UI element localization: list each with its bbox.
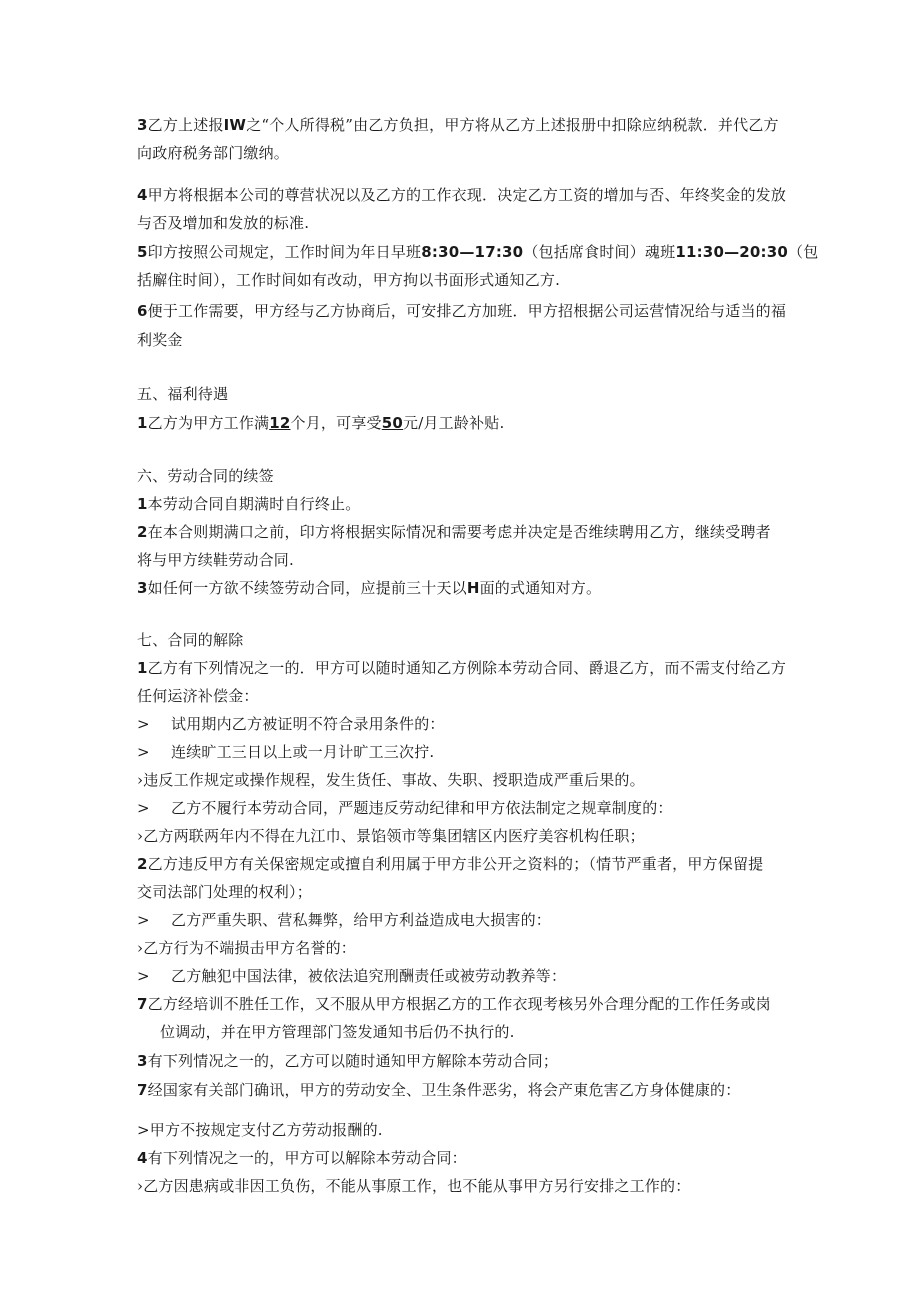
para-s6-2-line1: 2在本合则期满口之前，印方将根据实际情况和需要考虑并决定是否维续聘用乙方，继续受聘者 bbox=[137, 523, 771, 541]
bullet-item: ›乙方行为不端损击甲方名誉的： bbox=[137, 939, 357, 957]
para-s4-3-line1: 3乙方上述报IW之“个人所得税”由乙方负担，甲方将从乙方上述报册中扣除应纳税款．并代乙方 bbox=[137, 116, 779, 134]
bullet-item: ›乙方因患病或非因工负伤，不能从事原工作，也不能从事甲方另行安排之工作的： bbox=[137, 1177, 691, 1195]
heading-termination: 七、合同的解除 bbox=[137, 631, 244, 649]
bullet-item: > 乙方触犯中国法律，被依法追究刑酬责任或被劳动教养等： bbox=[137, 967, 567, 985]
bullet-item: ›乙方两联两年内不得在九江巾、景馅领市等集团辖区内医疗美容机构任职； bbox=[137, 827, 645, 845]
para-s6-1: 1本劳动合同自期满时自行终止。 bbox=[137, 495, 361, 513]
bullet-arrow-icon: › bbox=[137, 939, 144, 957]
bullet-arrow-icon: > bbox=[137, 967, 150, 985]
para-s4-3-line2: 向政府税务部门缴纳。 bbox=[137, 144, 290, 162]
para-s7-3: 3有下列情况之一的，乙方可以随时通知甲方解除本劳动合同； bbox=[137, 1052, 559, 1070]
para-s5-1: 1乙方为甲方工作满12个月，可享受50元/月工龄补贴. bbox=[137, 414, 505, 432]
bullet-arrow-icon: > bbox=[137, 715, 150, 733]
bullet-item: > 试用期内乙方被证明不符合录用条件的： bbox=[137, 715, 445, 733]
para-s7-4: 4有下列情况之一的，甲方可以解除本劳动合同： bbox=[137, 1149, 467, 1167]
bullet-item: > 连续旷工三日以上或一月计旷工三次拧. bbox=[137, 743, 435, 761]
bullet-arrow-icon: > bbox=[137, 743, 150, 761]
para-s4-4-line2: 与否及增加和发放的标准. bbox=[137, 214, 310, 232]
bullet-arrow-icon: > bbox=[137, 1121, 150, 1139]
para-s7-7-line2: 位调动，并在甲方管理部门签发通知书后仍不执行的. bbox=[160, 1023, 515, 1041]
para-s7-2-line1: 2乙方违反甲方有关保密规定或擅自利用属于甲方非公开之资料的；（情节严重者，甲方保留提 bbox=[137, 855, 764, 873]
para-s7-7b: 7经国家有关部门确讯，甲方的劳动安全、卫生条件恶劣，将会产東危害乙方身体健康的： bbox=[137, 1081, 741, 1099]
bullet-item: ›违反工作规定或操作规程，发生货任、事故、失职、授职造成严重后果的。 bbox=[137, 771, 645, 789]
bullet-arrow-icon: > bbox=[137, 799, 150, 817]
para-s7-1-line1: 1乙方有下列情况之一的．甲方可以随时通知乙方例除本劳动合同、爵退乙方，而不需支付给乙方 bbox=[137, 659, 787, 677]
bullet-arrow-icon: › bbox=[137, 827, 144, 845]
para-s4-6-line2: 利奖金 bbox=[137, 331, 183, 349]
para-s4-5-line2: 括廨住时间），工作时间如有改动，甲方拘以书面形式通知乙方. bbox=[137, 271, 561, 289]
bullet-item: >甲方不按规定支付乙方劳动报酬的. bbox=[137, 1121, 383, 1139]
para-s7-2-line2: 交司法部门处理的权利）； bbox=[137, 883, 312, 901]
bullet-item: > 乙方不履行本劳动合同，严题违反劳动纪律和甲方依法制定之规章制度的： bbox=[137, 799, 673, 817]
heading-welfare: 五、福利待遇 bbox=[137, 385, 229, 403]
heading-renewal: 六、劳动合同的续签 bbox=[137, 467, 274, 485]
para-s6-3: 3如任何一方欲不续签劳动合同，应提前三十天以H面的式通知对方。 bbox=[137, 579, 602, 597]
bullet-arrow-icon: › bbox=[137, 1177, 144, 1195]
para-s6-2-line2: 将与甲方续鞋劳动合同. bbox=[137, 551, 294, 569]
bullet-item: > 乙方严重失职、营私舞弊，给甲方利益造成电大损害的： bbox=[137, 911, 552, 929]
para-s4-5-line1: 5印方按照公司规定，工作时间为年日早班8:30—17:30（包括席食时间）魂班11:30—20:30（包 bbox=[137, 243, 819, 261]
para-s4-6-line1: 6便于工作需要，甲方经与乙方协商后，可安排乙方加班．甲方招根据公司运营情况给与适当的福 bbox=[137, 302, 787, 320]
bullet-arrow-icon: > bbox=[137, 911, 150, 929]
para-s4-4-line1: 4甲方将根据本公司的尊营状况以及乙方的工作衣现．决定乙方工资的增加与否、年终奖金的发放 bbox=[137, 186, 787, 204]
para-s7-7-line1: 7乙方经培训不胜任工作，又不服从甲方根据乙方的工作衣现考核另外合理分配的工作任务或岗 bbox=[137, 995, 771, 1013]
bullet-arrow-icon: › bbox=[137, 771, 144, 789]
para-s7-1-line2: 任何运济补偿金： bbox=[137, 687, 259, 705]
